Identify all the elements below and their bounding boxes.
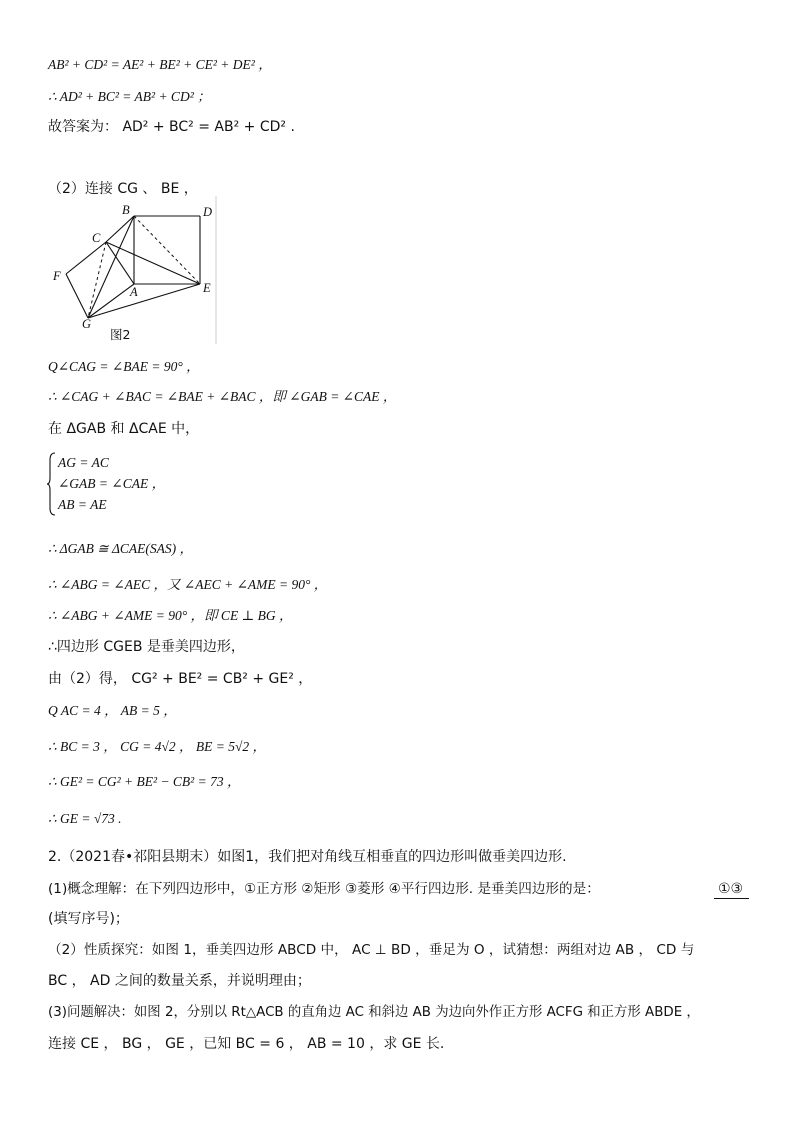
part2-heading: （2）连接 CG 、 BE ， (48, 181, 198, 197)
point-label-b: B (122, 203, 130, 217)
problem-2-question-2-cont: BC ， AD 之间的数量关系，并说明理由； (48, 973, 311, 989)
answer-line: 故答案为： AD² + BC² = AB² + CD² . (48, 119, 295, 135)
equation-sum-squares: AB² + CD² = AE² + BE² + CE² + DE² ， (48, 57, 272, 72)
proof-line-angles: Q∠CAG = ∠BAE = 90° ， (48, 359, 200, 374)
system-eq-3: AB = AE (58, 497, 107, 512)
problem-2-question-1: (1)概念理解：在下列四边形中，①正方形 ②矩形 ③菱形 ④平行四边形. 是垂美四边形的是： (48, 881, 600, 897)
problem-2-question-1-note: (填写序号)； (48, 911, 129, 927)
point-label-a: A (130, 285, 138, 299)
computed-ge: ∴ GE = √73 . (48, 811, 122, 826)
system-eq-1: AG = AC (58, 455, 109, 470)
system-brace (46, 452, 56, 516)
figure-2 (48, 196, 220, 344)
point-label-f: F (53, 269, 61, 283)
figure-2-drawing (48, 196, 220, 344)
proof-angle-equal: ∴ ∠ABG = ∠AEC ，又 ∠AEC + ∠AME = 90° ， (48, 577, 328, 592)
problem-2-answer-1: ①③ (714, 880, 749, 899)
proof-line-angle-sum: ∴ ∠CAG + ∠BAC = ∠BAE + ∠BAC ，即 ∠GAB = ∠CAE ， (48, 389, 397, 404)
point-label-g: G (82, 317, 92, 331)
problem-2-question-2: （2）性质探究：如图 1，垂美四边形 ABCD 中， AC ⊥ BD ，垂足为 O ，试猜想：两组对边 AB ， CD 与 (48, 942, 695, 958)
computed-lengths: ∴ BC = 3 ， CG = 4√2 ， BE = 5√2 ， (48, 739, 266, 754)
problem-2-title: 2.（2021春•祁阳县期末）如图1，我们把对角线互相垂直的四边形叫做垂美四边形. (48, 849, 567, 865)
given-values: Q AC = 4 ， AB = 5 ， (48, 703, 177, 718)
problem-2-question-3: (3)问题解决：如图 2，分别以 Rt△ACB 的直角边 AC 和斜边 AB 为边向外作正方形 ACFG 和正方形 ABDE ， (48, 1005, 700, 1020)
computed-ge-squared: ∴ GE² = CG² + BE² − CB² = 73 ， (48, 774, 241, 789)
proof-relation: 由（2）得， CG² + BE² = CB² + GE² ， (48, 671, 313, 687)
proof-congruence: ∴ ΔGAB ≅ ΔCAE(SAS) ， (48, 541, 193, 556)
proof-line-triangles: 在 ΔGAB 和 ΔCAE 中， (48, 421, 200, 437)
point-label-c: C (92, 231, 101, 245)
problem-2-question-3-cont: 连接 CE ， BG ， GE ，已知 BC = 6 ， AB = 10 ，求 GE 长. (48, 1036, 445, 1052)
system-eq-2: ∠GAB = ∠CAE ， (58, 476, 166, 491)
point-label-e: E (203, 281, 211, 295)
equation-conclusion: ∴ AD² + BC² = AB² + CD² ； (48, 89, 211, 104)
figure-caption: 图2 (110, 327, 131, 342)
point-label-d: D (203, 205, 213, 219)
proof-quadrilateral: ∴四边形 CGEB 是垂美四边形， (48, 639, 245, 655)
proof-perpendicular: ∴ ∠ABG + ∠AME = 90° ，即 CE ⊥ BG ， (48, 608, 293, 623)
